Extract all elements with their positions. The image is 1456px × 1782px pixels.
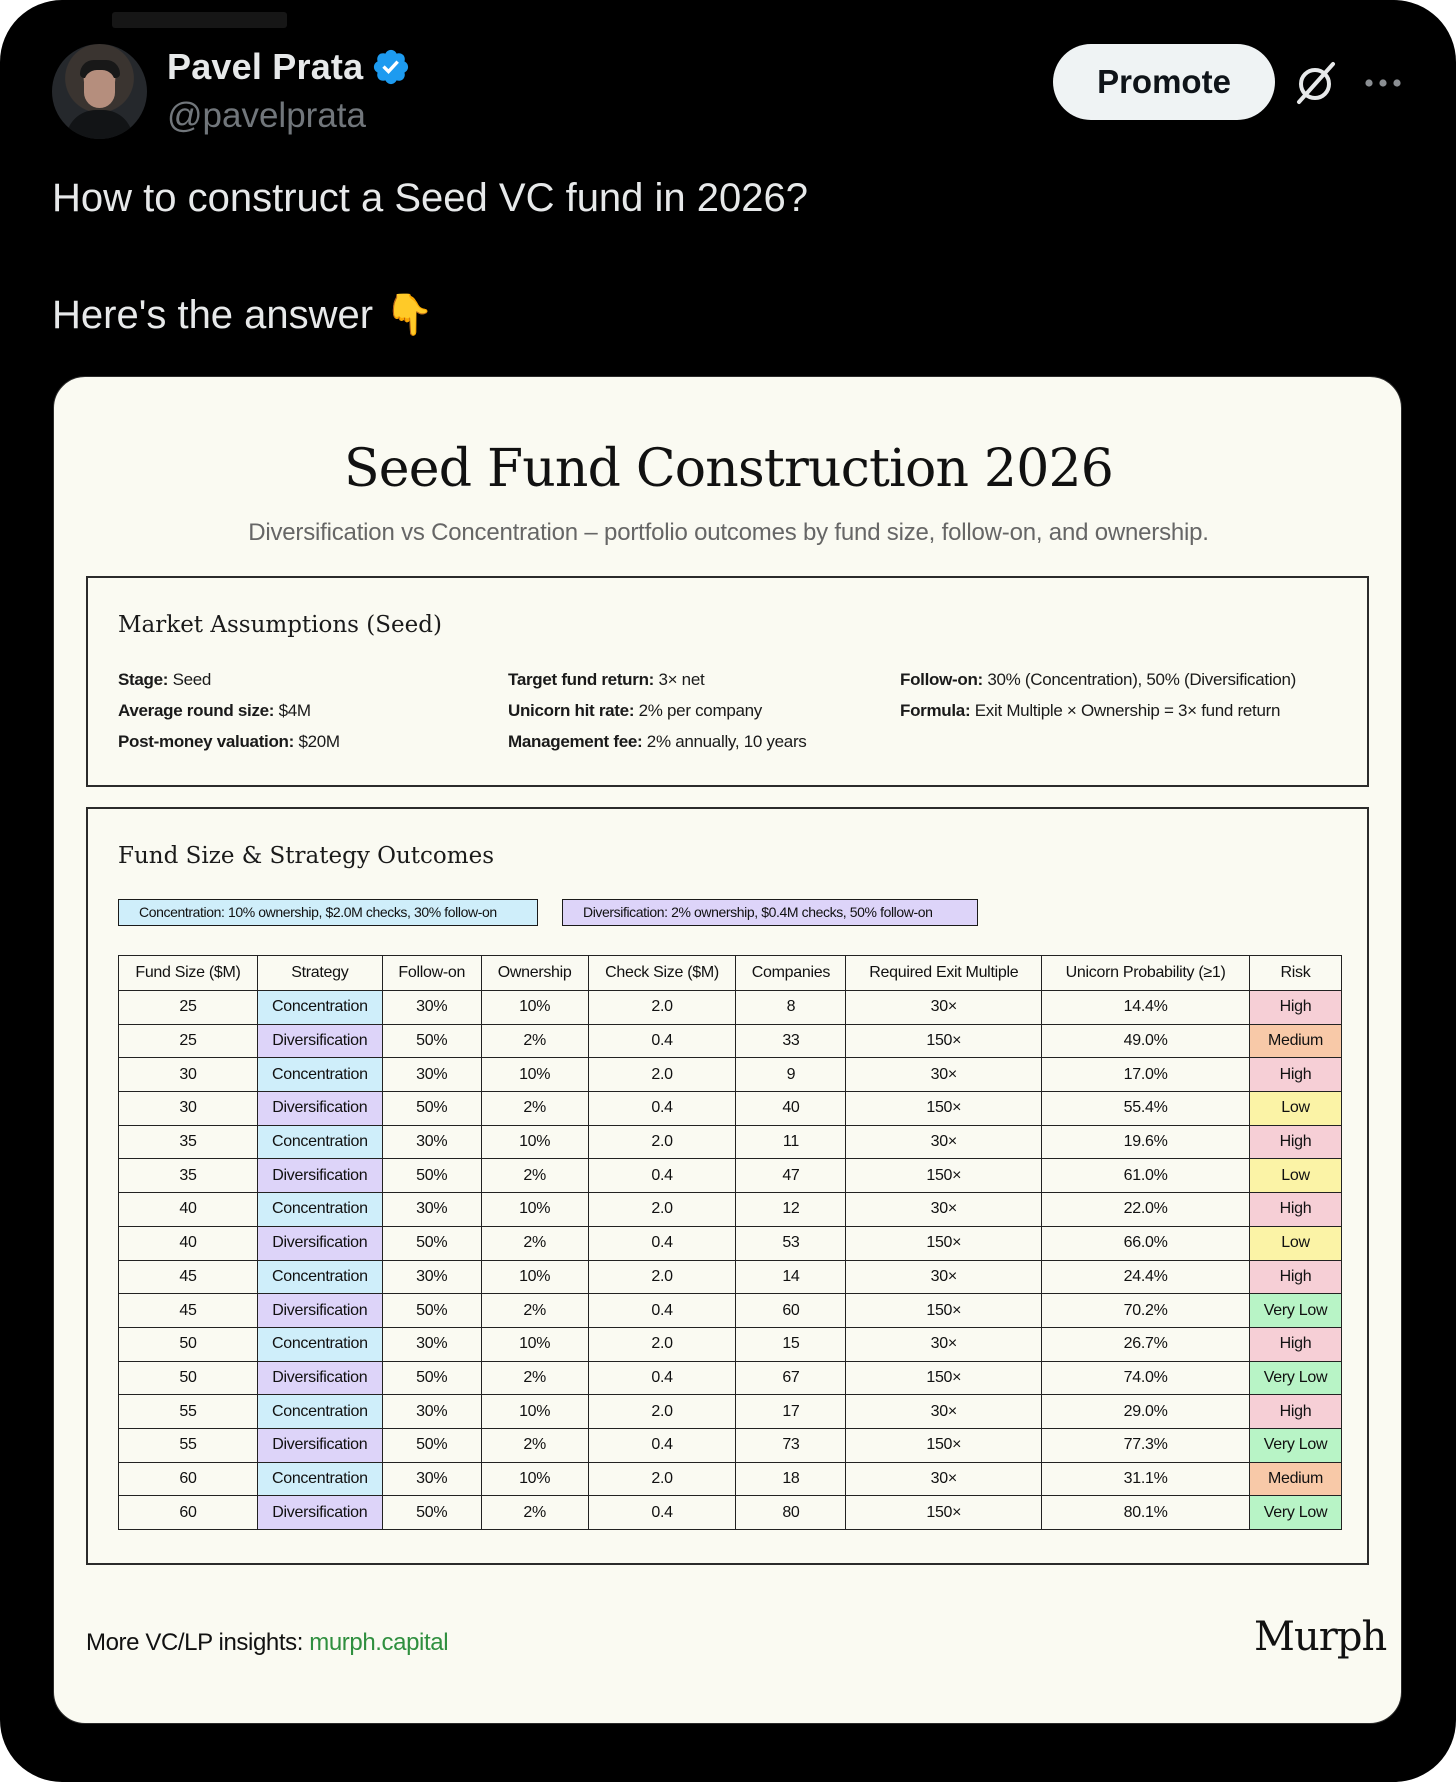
- table-cell: 14: [736, 1260, 846, 1294]
- table-cell: 2%: [481, 1496, 588, 1530]
- table-header-cell: Companies: [736, 956, 846, 991]
- table-cell: 30×: [846, 991, 1042, 1025]
- strategy-outcomes-title: Fund Size & Strategy Outcomes: [118, 843, 495, 869]
- table-cell: 35: [119, 1159, 258, 1193]
- table-row: [119, 1159, 1342, 1193]
- strategy-cell: Diversification: [257, 1294, 382, 1328]
- table-header-row: [119, 956, 1342, 991]
- table-row: [119, 991, 1342, 1025]
- table-cell: 2%: [481, 1361, 588, 1395]
- concentration-legend: Concentration: 10% ownership, $2.0M checks, 30% follow-on: [118, 899, 538, 926]
- table-cell: 150×: [846, 1428, 1042, 1462]
- table-row: [119, 1193, 1342, 1227]
- table-cell: 10%: [481, 1395, 588, 1429]
- strategy-cell: Diversification: [257, 1024, 382, 1058]
- table-cell: 150×: [846, 1024, 1042, 1058]
- table-cell: 50: [119, 1327, 258, 1361]
- table-cell: 25: [119, 1024, 258, 1058]
- table-cell: 40: [119, 1193, 258, 1227]
- table-cell: 10%: [481, 991, 588, 1025]
- assumptions-column-a: [118, 664, 340, 757]
- risk-cell: Very Low: [1250, 1361, 1342, 1395]
- table-cell: 12: [736, 1193, 846, 1227]
- risk-cell: Very Low: [1250, 1496, 1342, 1530]
- table-cell: 55.4%: [1042, 1092, 1250, 1126]
- author-handle[interactable]: @pavelprata: [167, 96, 366, 135]
- table-cell: 50%: [382, 1428, 481, 1462]
- table-cell: 30: [119, 1058, 258, 1092]
- table-cell: 11: [736, 1125, 846, 1159]
- table-cell: 80.1%: [1042, 1496, 1250, 1530]
- grok-icon[interactable]: [1293, 60, 1339, 106]
- assumption-item: Formula: Exit Multiple × Ownership = 3× fund return: [900, 701, 1281, 720]
- image-title: Seed Fund Construction 2026: [343, 439, 1114, 499]
- table-row: [119, 1496, 1342, 1530]
- strategy-cell: Concentration: [257, 1058, 382, 1092]
- table-cell: 10%: [481, 1125, 588, 1159]
- table-cell: 2.0: [588, 1193, 736, 1227]
- outcomes-table: [118, 955, 1342, 1530]
- table-cell: 2%: [481, 1024, 588, 1058]
- table-cell: 18: [736, 1462, 846, 1496]
- table-cell: 17.0%: [1042, 1058, 1250, 1092]
- table-row: [119, 1327, 1342, 1361]
- strategy-cell: Concentration: [257, 991, 382, 1025]
- table-cell: 0.4: [588, 1024, 736, 1058]
- table-cell: 30×: [846, 1260, 1042, 1294]
- table-cell: 19.6%: [1042, 1125, 1250, 1159]
- strategy-cell: Concentration: [257, 1462, 382, 1496]
- risk-cell: Very Low: [1250, 1428, 1342, 1462]
- table-row: [119, 1125, 1342, 1159]
- table-header-cell: Follow-on: [382, 956, 481, 991]
- image-subtitle: Diversification vs Concentration – portfolio outcomes by fund size, follow-on, and ownership.: [248, 519, 1209, 546]
- table-row: [119, 1226, 1342, 1260]
- table-cell: 67: [736, 1361, 846, 1395]
- table-row: [119, 1361, 1342, 1395]
- assumption-item: Follow-on: 30% (Concentration), 50% (Diversification): [900, 670, 1296, 689]
- assumptions-column-b: [508, 664, 807, 757]
- top-bar-fragment: [112, 12, 287, 28]
- table-cell: 2%: [481, 1428, 588, 1462]
- risk-cell: Low: [1250, 1159, 1342, 1193]
- table-cell: 30%: [382, 1125, 481, 1159]
- table-header-cell: Ownership: [481, 956, 588, 991]
- tweet-text-line-2: [52, 291, 434, 338]
- table-cell: 60: [736, 1294, 846, 1328]
- table-cell: 50: [119, 1361, 258, 1395]
- table-header-cell: Required Exit Multiple: [846, 956, 1042, 991]
- risk-cell: Low: [1250, 1092, 1342, 1126]
- risk-cell: Very Low: [1250, 1294, 1342, 1328]
- table-cell: 30%: [382, 1260, 481, 1294]
- strategy-cell: Diversification: [257, 1428, 382, 1462]
- table-cell: 74.0%: [1042, 1361, 1250, 1395]
- table-cell: 73: [736, 1428, 846, 1462]
- table-cell: 2%: [481, 1294, 588, 1328]
- author-row[interactable]: [167, 46, 411, 88]
- verified-badge-icon: [371, 47, 411, 87]
- table-cell: 2.0: [588, 1058, 736, 1092]
- table-cell: 60: [119, 1496, 258, 1530]
- table-cell: 31.1%: [1042, 1462, 1250, 1496]
- table-cell: 30×: [846, 1462, 1042, 1496]
- table-cell: 2%: [481, 1092, 588, 1126]
- table-row: [119, 1428, 1342, 1462]
- risk-cell: High: [1250, 1058, 1342, 1092]
- risk-cell: High: [1250, 1395, 1342, 1429]
- pointing-down-emoji: 👇: [384, 293, 435, 337]
- risk-cell: High: [1250, 1193, 1342, 1227]
- assumption-item: Stage: Seed: [118, 670, 212, 689]
- table-cell: 30×: [846, 1395, 1042, 1429]
- table-cell: 70.2%: [1042, 1294, 1250, 1328]
- table-header-cell: Unicorn Probability (≥1): [1042, 956, 1250, 991]
- table-cell: 9: [736, 1058, 846, 1092]
- table-row: [119, 1395, 1342, 1429]
- table-cell: 0.4: [588, 1092, 736, 1126]
- table-header-cell: Check Size ($M): [588, 956, 736, 991]
- table-cell: 2.0: [588, 1125, 736, 1159]
- table-cell: 14.4%: [1042, 991, 1250, 1025]
- tweet-text-answer: Here's the answer: [52, 293, 374, 337]
- table-cell: 30%: [382, 991, 481, 1025]
- strategy-cell: Diversification: [257, 1092, 382, 1126]
- table-cell: 50%: [382, 1159, 481, 1193]
- table-cell: 150×: [846, 1092, 1042, 1126]
- more-options-icon[interactable]: [1362, 68, 1404, 98]
- table-cell: 10%: [481, 1327, 588, 1361]
- table-cell: 45: [119, 1260, 258, 1294]
- table-cell: 2.0: [588, 1395, 736, 1429]
- table-cell: 50%: [382, 1024, 481, 1058]
- table-cell: 33: [736, 1024, 846, 1058]
- table-cell: 40: [736, 1092, 846, 1126]
- assumption-item: Average round size: $4M: [118, 701, 311, 720]
- assumption-item: Target fund return: 3× net: [508, 670, 705, 689]
- table-cell: 26.7%: [1042, 1327, 1250, 1361]
- table-cell: 55: [119, 1395, 258, 1429]
- assumption-item: Unicorn hit rate: 2% per company: [508, 701, 762, 720]
- table-cell: 45: [119, 1294, 258, 1328]
- assumption-item: Management fee: 2% annually, 10 years: [508, 732, 807, 751]
- table-cell: 30×: [846, 1193, 1042, 1227]
- table-cell: 0.4: [588, 1428, 736, 1462]
- market-assumptions-title: Market Assumptions (Seed): [118, 612, 442, 638]
- table-cell: 50%: [382, 1226, 481, 1260]
- table-cell: 2.0: [588, 1260, 736, 1294]
- table-cell: 40: [119, 1226, 258, 1260]
- table-cell: 10%: [481, 1462, 588, 1496]
- footer-insights: [86, 1629, 448, 1657]
- table-cell: 0.4: [588, 1159, 736, 1193]
- risk-cell: High: [1250, 1327, 1342, 1361]
- table-cell: 66.0%: [1042, 1226, 1250, 1260]
- table-cell: 2.0: [588, 1327, 736, 1361]
- table-cell: 22.0%: [1042, 1193, 1250, 1227]
- risk-cell: High: [1250, 991, 1342, 1025]
- strategy-cell: Diversification: [257, 1361, 382, 1395]
- risk-cell: Medium: [1250, 1462, 1342, 1496]
- table-row: [119, 1058, 1342, 1092]
- table-cell: 30%: [382, 1058, 481, 1092]
- table-cell: 53: [736, 1226, 846, 1260]
- table-cell: 50%: [382, 1092, 481, 1126]
- table-header-cell: Risk: [1250, 956, 1342, 991]
- tweet-text-line-1: How to construct a Seed VC fund in 2026?: [52, 176, 809, 220]
- assumption-item: Post-money valuation: $20M: [118, 732, 340, 751]
- table-cell: 30%: [382, 1395, 481, 1429]
- table-header-cell: Fund Size ($M): [119, 956, 258, 991]
- table-cell: 2.0: [588, 1462, 736, 1496]
- table-cell: 0.4: [588, 1226, 736, 1260]
- table-cell: 2%: [481, 1226, 588, 1260]
- strategy-cell: Diversification: [257, 1226, 382, 1260]
- table-cell: 0.4: [588, 1294, 736, 1328]
- table-row: [119, 1462, 1342, 1496]
- table-cell: 150×: [846, 1496, 1042, 1530]
- table-cell: 15: [736, 1327, 846, 1361]
- table-row: [119, 1260, 1342, 1294]
- table-cell: 77.3%: [1042, 1428, 1250, 1462]
- table-cell: 25: [119, 991, 258, 1025]
- table-cell: 10%: [481, 1058, 588, 1092]
- table-cell: 10%: [481, 1260, 588, 1294]
- table-cell: 2.0: [588, 991, 736, 1025]
- table-cell: 2%: [481, 1159, 588, 1193]
- table-cell: 29.0%: [1042, 1395, 1250, 1429]
- risk-cell: Medium: [1250, 1024, 1342, 1058]
- footer-label: More VC/LP insights:: [86, 1629, 310, 1656]
- strategy-cell: Diversification: [257, 1496, 382, 1530]
- table-cell: 50%: [382, 1496, 481, 1530]
- table-cell: 49.0%: [1042, 1024, 1250, 1058]
- table-cell: 150×: [846, 1159, 1042, 1193]
- table-cell: 61.0%: [1042, 1159, 1250, 1193]
- strategy-cell: Concentration: [257, 1193, 382, 1227]
- table-cell: 24.4%: [1042, 1260, 1250, 1294]
- table-cell: 30%: [382, 1193, 481, 1227]
- table-cell: 35: [119, 1125, 258, 1159]
- risk-cell: High: [1250, 1260, 1342, 1294]
- assumptions-column-c: [900, 664, 1296, 726]
- table-cell: 50%: [382, 1361, 481, 1395]
- table-cell: 150×: [846, 1294, 1042, 1328]
- table-cell: 150×: [846, 1226, 1042, 1260]
- diversification-legend: Diversification: 2% ownership, $0.4M checks, 50% follow-on: [562, 899, 978, 926]
- author-name[interactable]: Pavel Prata: [167, 46, 364, 87]
- strategy-cell: Concentration: [257, 1395, 382, 1429]
- table-cell: 30: [119, 1092, 258, 1126]
- strategy-cell: Concentration: [257, 1125, 382, 1159]
- attached-image[interactable]: [53, 376, 1402, 1724]
- avatar[interactable]: [52, 44, 147, 139]
- risk-cell: Low: [1250, 1226, 1342, 1260]
- strategy-outcomes-panel: [86, 807, 1369, 1565]
- market-assumptions-panel: [86, 576, 1369, 787]
- footer-link[interactable]: murph.capital: [309, 1629, 449, 1656]
- strategy-cell: Concentration: [257, 1260, 382, 1294]
- table-cell: 30%: [382, 1462, 481, 1496]
- table-cell: 30%: [382, 1327, 481, 1361]
- table-cell: 10%: [481, 1193, 588, 1227]
- table-row: [119, 1294, 1342, 1328]
- table-cell: 0.4: [588, 1361, 736, 1395]
- promote-button[interactable]: Promote: [1053, 44, 1275, 120]
- table-row: [119, 1092, 1342, 1126]
- table-cell: 30×: [846, 1125, 1042, 1159]
- risk-cell: High: [1250, 1125, 1342, 1159]
- table-cell: 17: [736, 1395, 846, 1429]
- table-cell: 60: [119, 1462, 258, 1496]
- table-cell: 0.4: [588, 1496, 736, 1530]
- strategy-cell: Concentration: [257, 1327, 382, 1361]
- table-header-cell: Strategy: [257, 956, 382, 991]
- brand-logo: Murph: [1254, 1614, 1387, 1660]
- table-cell: 55: [119, 1428, 258, 1462]
- table-cell: 50%: [382, 1294, 481, 1328]
- table-cell: 30×: [846, 1327, 1042, 1361]
- table-row: [119, 1024, 1342, 1058]
- table-cell: 8: [736, 991, 846, 1025]
- table-cell: 80: [736, 1496, 846, 1530]
- table-cell: 150×: [846, 1361, 1042, 1395]
- table-cell: 30×: [846, 1058, 1042, 1092]
- strategy-cell: Diversification: [257, 1159, 382, 1193]
- table-cell: 47: [736, 1159, 846, 1193]
